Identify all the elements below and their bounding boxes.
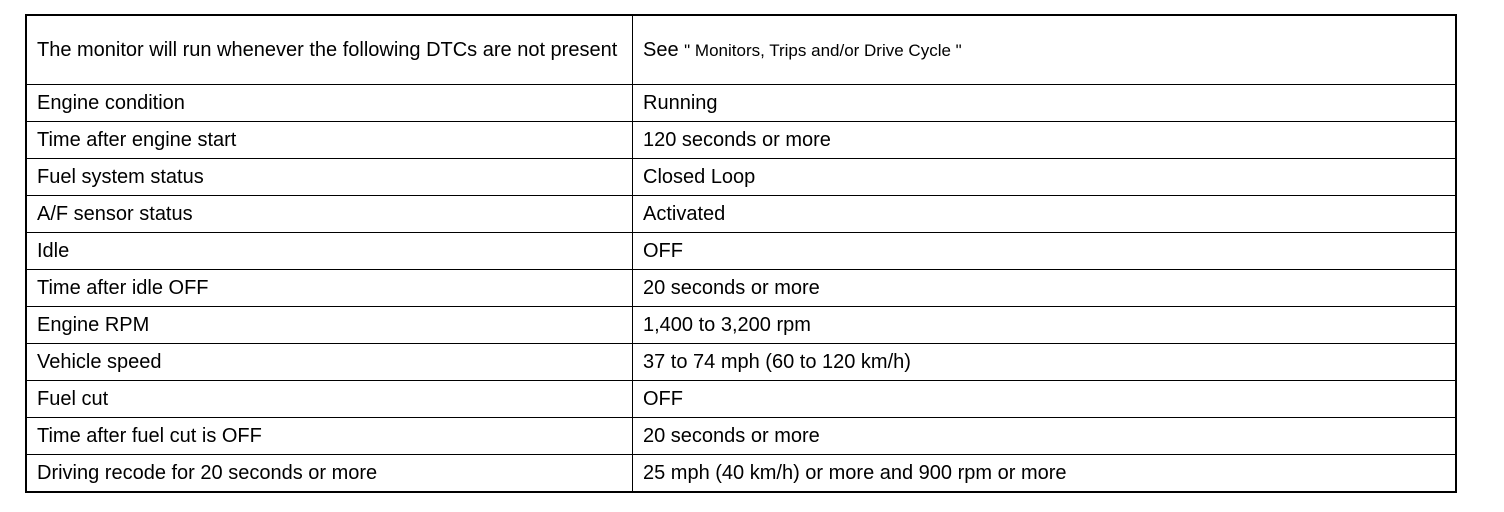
condition-cell: A/F sensor status — [26, 196, 633, 233]
condition-cell: Driving recode for 20 seconds or more — [26, 455, 633, 493]
condition-cell: Fuel cut — [26, 381, 633, 418]
value-cell: Running — [633, 85, 1457, 122]
value-cell: Closed Loop — [633, 159, 1457, 196]
table-row — [26, 15, 1456, 85]
value-cell: Activated — [633, 196, 1457, 233]
condition-cell: Time after fuel cut is OFF — [26, 418, 633, 455]
value-cell — [633, 15, 1457, 85]
condition-cell: Idle — [26, 233, 633, 270]
condition-cell: Fuel system status — [26, 159, 633, 196]
value-cell: 120 seconds or more — [633, 122, 1457, 159]
condition-cell: Engine condition — [26, 85, 633, 122]
value-cell: 20 seconds or more — [633, 270, 1457, 307]
condition-cell: Time after idle OFF — [26, 270, 633, 307]
condition-cell: The monitor will run whenever the following DTCs are not present — [26, 15, 633, 85]
table-row — [26, 455, 1456, 493]
condition-cell: Engine RPM — [26, 307, 633, 344]
value-cell: 1,400 to 3,200 rpm — [633, 307, 1457, 344]
table-row — [26, 418, 1456, 455]
value-cell: 25 mph (40 km/h) or more and 900 rpm or more — [633, 455, 1457, 493]
value-cell: 37 to 74 mph (60 to 120 km/h) — [633, 344, 1457, 381]
table-row — [26, 233, 1456, 270]
value-cell: 20 seconds or more — [633, 418, 1457, 455]
see-prefix: See — [643, 38, 685, 61]
table-row — [26, 381, 1456, 418]
table-row — [26, 159, 1456, 196]
value-cell: OFF — [633, 381, 1457, 418]
table-row — [26, 122, 1456, 159]
monitor-conditions-table — [25, 14, 1457, 493]
table-row — [26, 270, 1456, 307]
condition-cell: Vehicle speed — [26, 344, 633, 381]
table-row — [26, 344, 1456, 381]
table-row — [26, 307, 1456, 344]
monitors-trips-drive-cycle-reference: " Monitors, Trips and/or Drive Cycle " — [684, 40, 962, 60]
condition-cell: Time after engine start — [26, 122, 633, 159]
table-row — [26, 85, 1456, 122]
table-row — [26, 196, 1456, 233]
value-cell: OFF — [633, 233, 1457, 270]
